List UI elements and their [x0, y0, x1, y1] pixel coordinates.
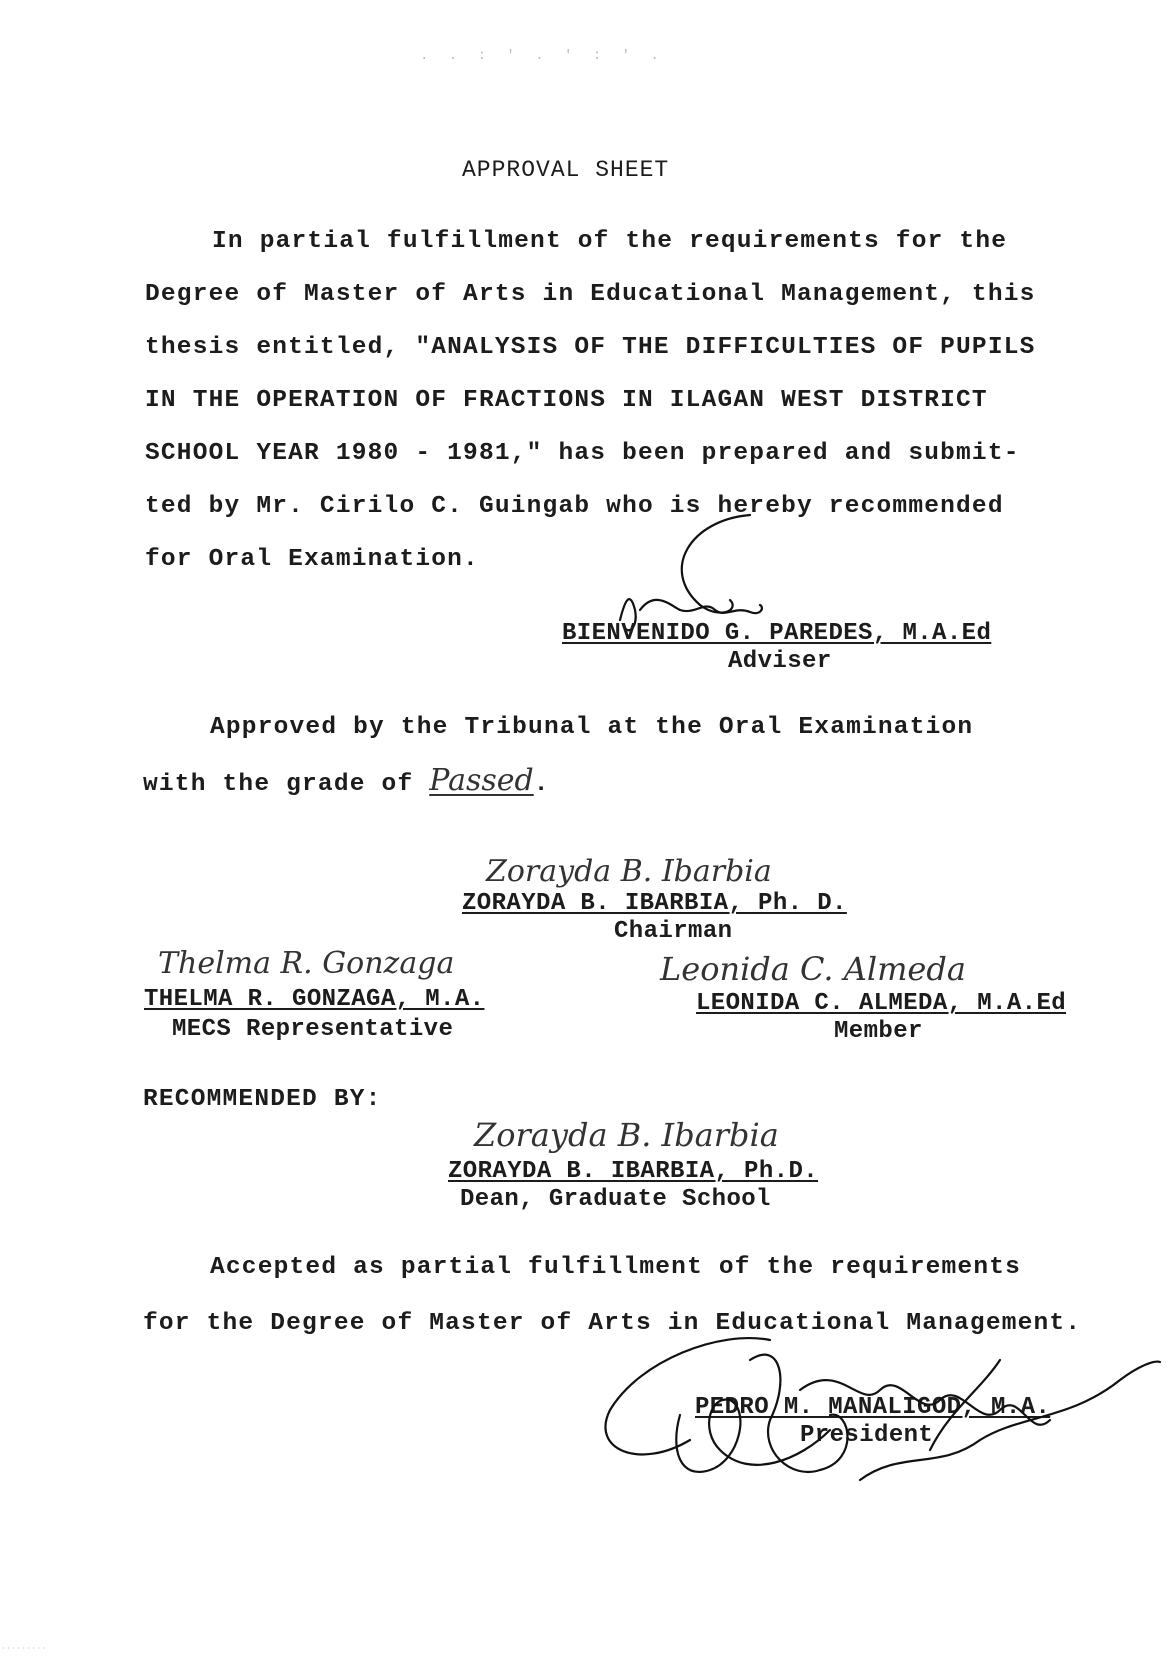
chairman-name: ZORAYDA B. IBARBIA, Ph. D.	[462, 890, 847, 917]
intro-line-6: ted by Mr. Cirilo C. Guingab who is hereby recommended	[145, 493, 1004, 520]
grade-prefix: with the grade of	[143, 771, 414, 798]
chairman-signature: Zorayda B. Ibarbia	[486, 854, 772, 889]
intro-line-3: thesis entitled, "ANALYSIS OF THE DIFFICULTIES OF PUPILS	[145, 334, 1036, 361]
mecs-rep-role: MECS Representative	[172, 1016, 454, 1043]
member-name: LEONIDA C. ALMEDA, M.A.Ed	[696, 990, 1067, 1017]
dean-signature: Zorayda B. Ibarbia	[474, 1116, 779, 1154]
chairman-role: Chairman	[614, 918, 733, 945]
recommended-label: RECOMMENDED BY:	[143, 1086, 382, 1113]
page-title: APPROVAL SHEET	[462, 157, 670, 183]
dean-name: ZORAYDA B. IBARBIA, Ph.D.	[448, 1158, 819, 1185]
accepted-line-2: for the Degree of Master of Arts in Educational Management.	[143, 1310, 1082, 1337]
member-signature: Leonida C. Almeda	[660, 950, 966, 988]
grade-suffix: .	[533, 771, 550, 798]
member-role: Member	[834, 1018, 923, 1045]
mecs-rep-name: THELMA R. GONZAGA, M.A.	[144, 986, 485, 1013]
grade-value: Passed	[429, 763, 534, 798]
president-role: President	[800, 1422, 934, 1449]
scan-footer-mark: · · · · · · · · ·	[2, 1644, 46, 1653]
accepted-line-1: Accepted as partial fulfillment of the requirements	[210, 1254, 1022, 1281]
mecs-rep-signature: Thelma R. Gonzaga	[158, 946, 455, 981]
dean-role: Dean, Graduate School	[460, 1186, 771, 1213]
tribunal-line-1: Approved by the Tribunal at the Oral Examination	[210, 714, 974, 741]
tribunal-line-2	[143, 763, 550, 799]
intro-line-7: for Oral Examination.	[145, 546, 479, 573]
intro-line-1: In partial fulfillment of the requirements for the	[212, 228, 1008, 255]
scan-specks: . . : ' . ' : ' .	[420, 48, 665, 64]
president-name: PEDRO M. MANALIGOD, M.A.	[695, 1394, 1051, 1421]
intro-line-4: IN THE OPERATION OF FRACTIONS IN ILAGAN WEST DISTRICT	[145, 387, 988, 414]
intro-line-5: SCHOOL YEAR 1980 - 1981," has been prepared and submit-	[145, 440, 1020, 467]
adviser-name: BIENVENIDO G. PAREDES, M.A.Ed	[562, 620, 992, 647]
president-signature	[600, 1320, 1160, 1510]
intro-line-2: Degree of Master of Arts in Educational Management, this	[145, 281, 1036, 308]
adviser-role: Adviser	[728, 648, 832, 675]
